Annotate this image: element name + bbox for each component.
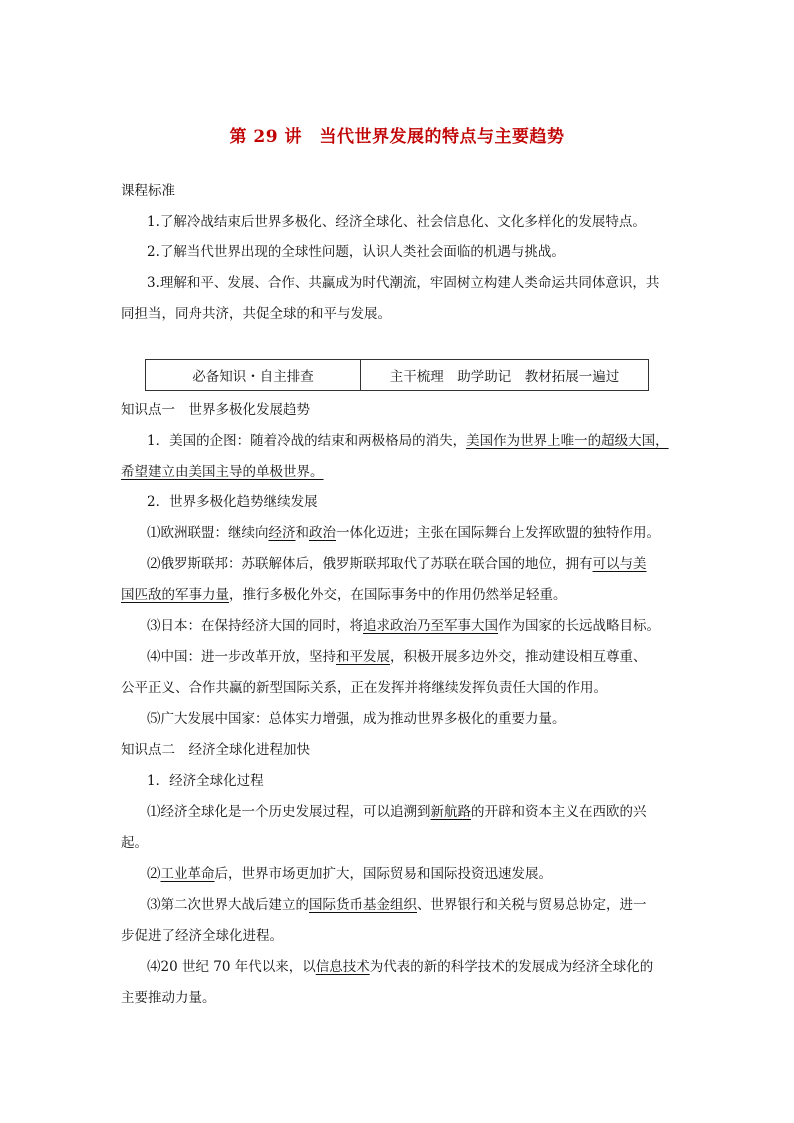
k2-s2-post: 后，世界市场更加扩大，国际贸易和国际投资迅速发展。 [214, 866, 552, 882]
k1-sub-1 [147, 524, 707, 542]
k2-s1-post: 的开辟和资本主义在西欧的兴 [471, 804, 647, 820]
k1-s1-underlined-politics: 政治 [309, 525, 336, 541]
k1-s3-underlined: 追求政治乃至军事大国 [363, 618, 498, 634]
k1-s4-underlined: 和平发展 [336, 649, 390, 665]
k1-sub-3 [147, 617, 707, 635]
k1-sub-5: ⑸广大发展中国家：总体实力增强，成为推动世界多极化的重要力量。 [147, 711, 566, 727]
k1-sub-2a [147, 555, 707, 573]
knowledge-point-2-heading: 知识点二 经济全球化进程加快 [121, 742, 310, 758]
k2-sub-4b: 主要推动力量。 [121, 990, 216, 1006]
k1-s1-post: 一体化迈进；主张在国际舞台上发挥欧盟的独特作用。 [336, 525, 660, 541]
k1-s4-text: ⑷中国：进一步改革开放，坚持 [147, 649, 336, 665]
curriculum-item-3a: 3.理解和平、发展、合作、共赢成为时代潮流，牢固树立构建人类命运共同体意识，共 [147, 275, 660, 291]
k2-sub-2 [147, 865, 707, 883]
k1-s3-text: ⑶日本：在保持经济大国的同时，将 [147, 618, 363, 634]
k2-s4-text: ⑷20 世纪 70 年代以来，以 [147, 959, 316, 975]
k1-sub-4b: 公平正义、合作共赢的新型国际关系，正在发挥并将继续发挥负责任大国的作用。 [121, 680, 607, 696]
k1-sub-4a [147, 648, 707, 666]
k2-sub-1a [147, 803, 707, 821]
k1-s2-text: ⑵俄罗斯联邦：苏联解体后，俄罗斯联邦取代了苏联在联合国的地位，拥有 [147, 556, 593, 572]
k2-sub-1b: 起。 [121, 835, 148, 851]
k1-s1-underlined-economy: 经济 [268, 525, 296, 541]
k2-s3-text: ⑶第二次世界大战后建立的 [147, 897, 309, 913]
k2-s1-text: ⑴经济全球化是一个历史发展过程，可以追溯到 [147, 804, 431, 820]
k2-sub-3a [147, 896, 707, 914]
k2-paragraph-1: 1．经济全球化过程 [147, 773, 264, 789]
banner-left-label: 必备知识・自主排查 [146, 360, 361, 390]
k1-s2-underlined: 可以与美 [592, 556, 647, 572]
curriculum-heading: 课程标准 [121, 183, 175, 199]
k2-s4-post: 为代表的新的科学技术的发展成为经济全球化的 [369, 959, 654, 975]
k2-s3-post: 、世界银行和关税与贸易总协定，进一 [417, 897, 647, 913]
curriculum-item-2: 2.了解当代世界出现的全球性问题，认识人类社会面临的机遇与挑战。 [147, 244, 565, 260]
k2-s3-underlined: 国际货币基金组织 [309, 897, 417, 913]
k1-paragraph-1b [121, 463, 681, 481]
k2-sub-3b: 步促进了经济全球化进程。 [121, 928, 283, 944]
k1-sub-2b [121, 586, 681, 604]
k1-s2b-underlined: 国匹敌的军事力量 [121, 587, 229, 603]
k1-paragraph-1a [147, 432, 707, 450]
k1-s1-mid: 和 [295, 525, 309, 541]
section-banner [145, 359, 649, 391]
k1-s3-post: 作为国家的长远战略目标。 [498, 618, 660, 634]
k2-s1-underlined: 新航路 [430, 804, 471, 820]
curriculum-item-1: 1.了解冷战结束后世界多极化、经济全球化、社会信息化、文化多样化的发展特点。 [147, 214, 646, 230]
k1-s2b-post: ，推行多极化外交，在国际事务中的作用仍然举足轻重。 [229, 587, 567, 603]
k2-sub-4a [147, 958, 707, 976]
k2-s4-underlined: 信息技术 [315, 959, 370, 975]
k1-s4-post: ，积极开展多边外交，推动建设相互尊重、 [390, 649, 647, 665]
k1-p1-text: 1．美国的企图：随着冷战的结束和两极格局的消失， [147, 433, 467, 449]
k1-p1-underlined: 美国作为世界上唯一的超级大国， [466, 433, 669, 449]
page-title: 第 29 讲 当代世界发展的特点与主要趋势 [229, 127, 565, 147]
k1-paragraph-2: 2．世界多极化趋势继续发展 [147, 494, 318, 510]
curriculum-item-3b: 同担当，同舟共济，共促全球的和平与发展。 [121, 306, 391, 322]
knowledge-point-1-heading: 知识点一 世界多极化发展趋势 [121, 402, 310, 418]
k2-s2-text: ⑵ [147, 866, 161, 882]
k1-s1-text: ⑴欧洲联盟：继续向 [147, 525, 269, 541]
k1-p1b-underlined: 希望建立由美国主导的单极世界。 [121, 464, 324, 480]
k2-s2-underlined: 工业革命 [160, 866, 215, 882]
banner-right-label: 主干梳理 助学助记 教材拓展一遍过 [389, 369, 620, 385]
